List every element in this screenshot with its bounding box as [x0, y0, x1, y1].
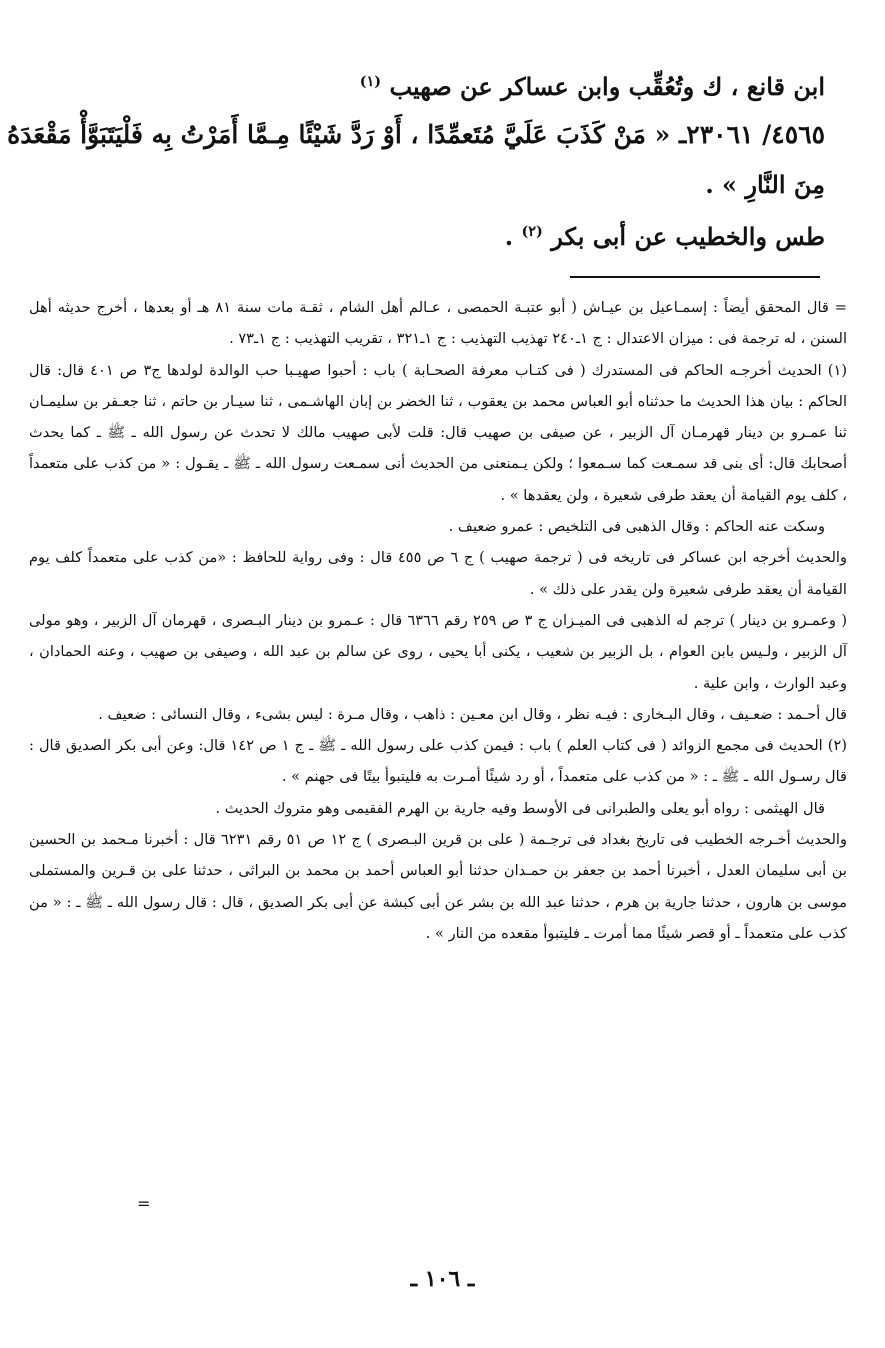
- footnote-paragraph: ( وعمـرو بن دينار ) ترجم له الذهبى فى الميـزان ج ٣ ص ٢٥٩ رقم ٦٣٦٦ قال : عـمرو بن دينار البـصرى ، قهرمان آل الزبير ، وهو مولى آل الزبير ، ولـيس بابن العوام ، بل الزبير بن شعيب ، يكنى أبا يحيى ، روى عن سالم بن عبد الله ، وصيفى بن صهيب ، وعنه الحمادان ، وعبد الوارث ، وابن علية .: [29, 611, 848, 692]
- hadith-text: ٤٥٦٥/ ٢٣٠٦١ـ « مَنْ كَذَبَ عَلَيَّ مُتَعمِّدًا ، أَوْ رَدَّ شَيْئًا مِـمَّا أَمَرْتُ بِه فَلْيَتَبَوَّأْ مَقْعَدَهُ: [7, 120, 825, 149]
- hadith-text-line: [7, 120, 825, 149]
- line1-text: ابن قانع ، ك وتُعُقِّب وابن عساكر عن صهيب: [389, 72, 825, 101]
- continuation-mark: =: [137, 1194, 151, 1213]
- footnote-paragraph: والحديث أخـرجه الخطيب فى تاريخ بغداد فى ترجـمة ( على بن قرين البـصرى ) ج ١٢ ص ٥١ رقم ٦٢٣١ قال : أخبرنا مـحمد بن الحسين بن أبى سليمان العدل ، أخبرنا أحمد بن جعفر بن حمـدان حدثنا أبو العباس أحمد بن محمد بن البراثى ، حدثنا على بن قـرين والمستملى موسى بن هارون ، حدثنا جارية بن هرم ، حدثنا عبد الله بن بشر عن أبى كبشة عن أبى بكر الصديق ، قال : قال رسول الله ـ ﷺ ـ : « من كذب على متعمداً ـ أو قصر شيئًا مما أمرت ـ فليتبوأ مقعده من النار » .: [29, 831, 848, 942]
- footnote-paragraph: والحديث أخرجه ابن عساكر فى تاريخه فى ( ترجمة صهيب ) ج ٦ ص ٤٥٥ قال : وفى رواية للحافظ : «من كذب على متعمداً كلف يوم القيامة أن يعقد طرفى شعيرة ولن يقدر على ذلك » .: [29, 549, 847, 598]
- footnote-paragraph: قال الهيثمى : رواه أبو يعلى والطبرانى فى الأوسط وفيه جارية بن الهرم الفقيمى وهو متروك الحديث .: [215, 799, 825, 817]
- footnote-ref-2: (٢): [521, 223, 543, 240]
- main-text-line-4: [55, 222, 825, 251]
- hadith-text-line-end: [55, 170, 825, 199]
- footnote-paragraph: = قال المحقق أيضاً : إسمـاعيل بن عيـاش ( أبو عتبـة الحمصى ، عـالم أهل الشام ، ثقـة مات سنة ٨١ هـ أو بعدها ، أخرج حديثه أهل السنن ، له ترجمة فى : ميزان الاعتدال : ج ١ـ٢٤٠ تهذيب التهذيب : ج ١ـ٣٢١ ، تقريب التهذيب : ج ١ـ٧٣ .: [29, 299, 848, 348]
- hadith-text-end: مِنَ النَّارِ » .: [705, 170, 825, 199]
- page-number: ـ ١٠٦ ـ: [410, 1266, 475, 1292]
- main-text-line-1: [55, 72, 825, 101]
- line4-end: .: [504, 222, 514, 251]
- footnote-paragraph: قال أحـمد : ضعـيف ، وقال البـخارى : فيـه نظر ، وقال ابن معـين : ذاهب ، وقال مـرة : ليس بشىء ، وقال النسائى : ضعيف .: [98, 705, 847, 723]
- footnote-ref-1: (١): [359, 73, 382, 90]
- footnote-paragraph: وسكت عنه الحاكم : وقال الذهبى فى التلخيص : عمرو ضعيف .: [448, 518, 825, 536]
- footnote-paragraph: (١) الحديث أخرجـه الحاكم فى المستدرك ( فى كتـاب معرفة الصحـابة ) باب : أحبوا صهيـبا حب الوالدة لولدها ج٣ ص ٤٠١ قال: قال الحاكم : بيان هذا الحديث ما حدثناه أبو العباس محمد بن يعقوب ، ثنا الخضر بن إبان الهاشـمى ، ثنا سيـار بن حاتم ، ثنا جعـفر بن سليمـان ثنا عمـرو بن دينار قهرمـان آل الزبير ، عن صيفى بن صهيب قال: قلت لأبى صهيب مالك لا تحدث عن رسول الله ـ ﷺ ـ كما يحدث أصحابك قال: أى بنى قد سمـعت كما سـمعوا ؛ ولكن يـمنعنى من الحديث أنى سمـعت رسول الله ـ ﷺ ـ يقـول : « من كذب على متعمداً ، كلف يوم القيامة أن يعقد طرفى شعيرة ، ولن يعقدها » .: [29, 361, 848, 504]
- footnotes: [29, 292, 847, 949]
- footnote-paragraph: (٢) الحديث فى مجمع الزوائد ( فى كتاب العلم ) باب : فيمن كذب على رسول الله ـ ﷺ ـ ج ١ ص ١٤٢ قال: وعن أبى بكر الصديق قال : قال رسـول الله ـ ﷺ ـ : « من كذب على متعمداً ، أو رد شيئًا أمـرت به فليتبوأ بيتًا فى جهنم » .: [29, 737, 847, 786]
- footnote-separator: [570, 276, 820, 278]
- line4-text: طس والخطيب عن أبى بكر: [551, 222, 825, 251]
